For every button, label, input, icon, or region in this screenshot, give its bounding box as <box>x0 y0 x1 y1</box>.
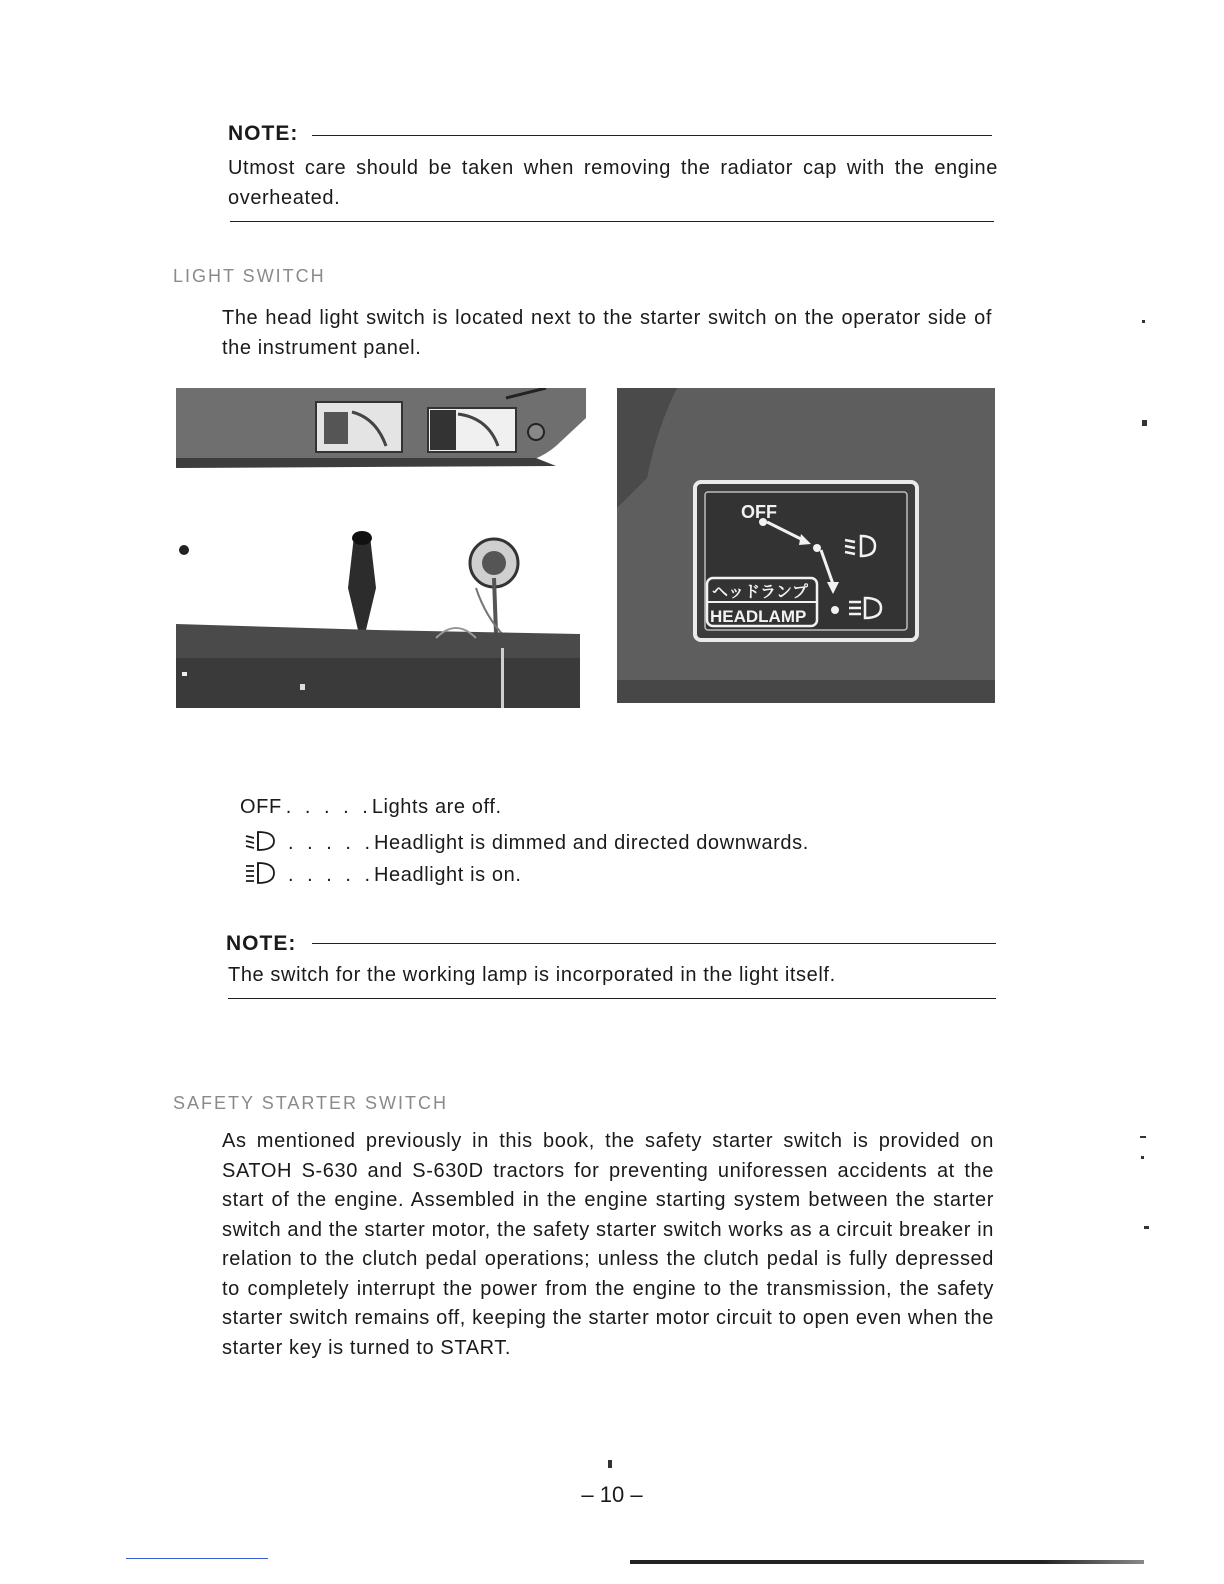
note-rule-bottom <box>228 998 996 999</box>
safety-starter-paragraph: As mentioned previously in this book, the safety starter switch is provided on SATOH S-630 and S-630D tractors for preventing uniforessen accidents at the start of the engine. Assembled in the engine starting system between the starter switch and the starter motor, the safety starter switch works as a circuit breaker in relation to the clutch pedal operations; unless the clutch pedal is fully depressed to completely interrupt the power from the engine to the transmission, the safety starter switch remains off, keeping the starter motor circuit to open even when the starter key is turned to START. <box>222 1130 994 1359</box>
scan-speck <box>1140 1136 1146 1138</box>
headlamp-label: HEADLAMP <box>710 607 807 626</box>
note-rule-bottom <box>230 221 994 222</box>
instrument-panel-illustration <box>176 388 586 708</box>
section-heading-safety-starter-switch: SAFETY STARTER SWITCH <box>173 1093 449 1113</box>
photo-headlamp-label <box>617 388 995 703</box>
light-switch-paragraph: The head light switch is located next to the starter switch on the operator side of the instrument panel. <box>222 307 992 359</box>
legend-key-off: OFF <box>240 796 282 818</box>
note-label: NOTE: <box>228 122 299 145</box>
scan-speck <box>1142 420 1147 426</box>
legend-text: Headlight is dimmed and directed downwards. <box>374 831 809 854</box>
note-rule <box>312 943 996 944</box>
footer-rule-right <box>630 1560 1144 1564</box>
photo-instrument-panel <box>176 388 586 708</box>
note-text: The switch for the working lamp is incorporated in the light itself. <box>228 964 836 986</box>
note-text: Utmost care should be taken when removing the radiator cap with the engine overheated. <box>228 157 998 209</box>
legend-dots: . . . . . <box>285 796 372 818</box>
page-number: – 10 – <box>581 1482 643 1507</box>
scan-speck <box>1141 1156 1144 1159</box>
footer-rule-left <box>126 1558 268 1559</box>
high-beam-icon <box>240 858 284 892</box>
section-heading-light-switch: LIGHT SWITCH <box>173 266 326 286</box>
low-beam-icon <box>240 827 284 859</box>
legend-dots: . . . . . <box>288 863 375 886</box>
legend-text: Headlight is on. <box>374 863 522 886</box>
scan-speck <box>608 1460 612 1468</box>
off-label: OFF <box>741 502 777 522</box>
note-rule <box>312 135 992 136</box>
note-label: NOTE: <box>226 932 297 955</box>
headlamp-switch-label-illustration <box>617 388 995 703</box>
katakana-label: ヘッドランプ <box>712 582 809 601</box>
legend-row-off <box>240 796 502 819</box>
scan-speck <box>1142 320 1145 323</box>
legend-dots: . . . . . <box>288 831 375 854</box>
scan-speck <box>1144 1226 1149 1229</box>
legend-row-on <box>240 858 521 892</box>
legend-text: Lights are off. <box>371 796 502 818</box>
legend-row-dimmed <box>240 827 809 859</box>
